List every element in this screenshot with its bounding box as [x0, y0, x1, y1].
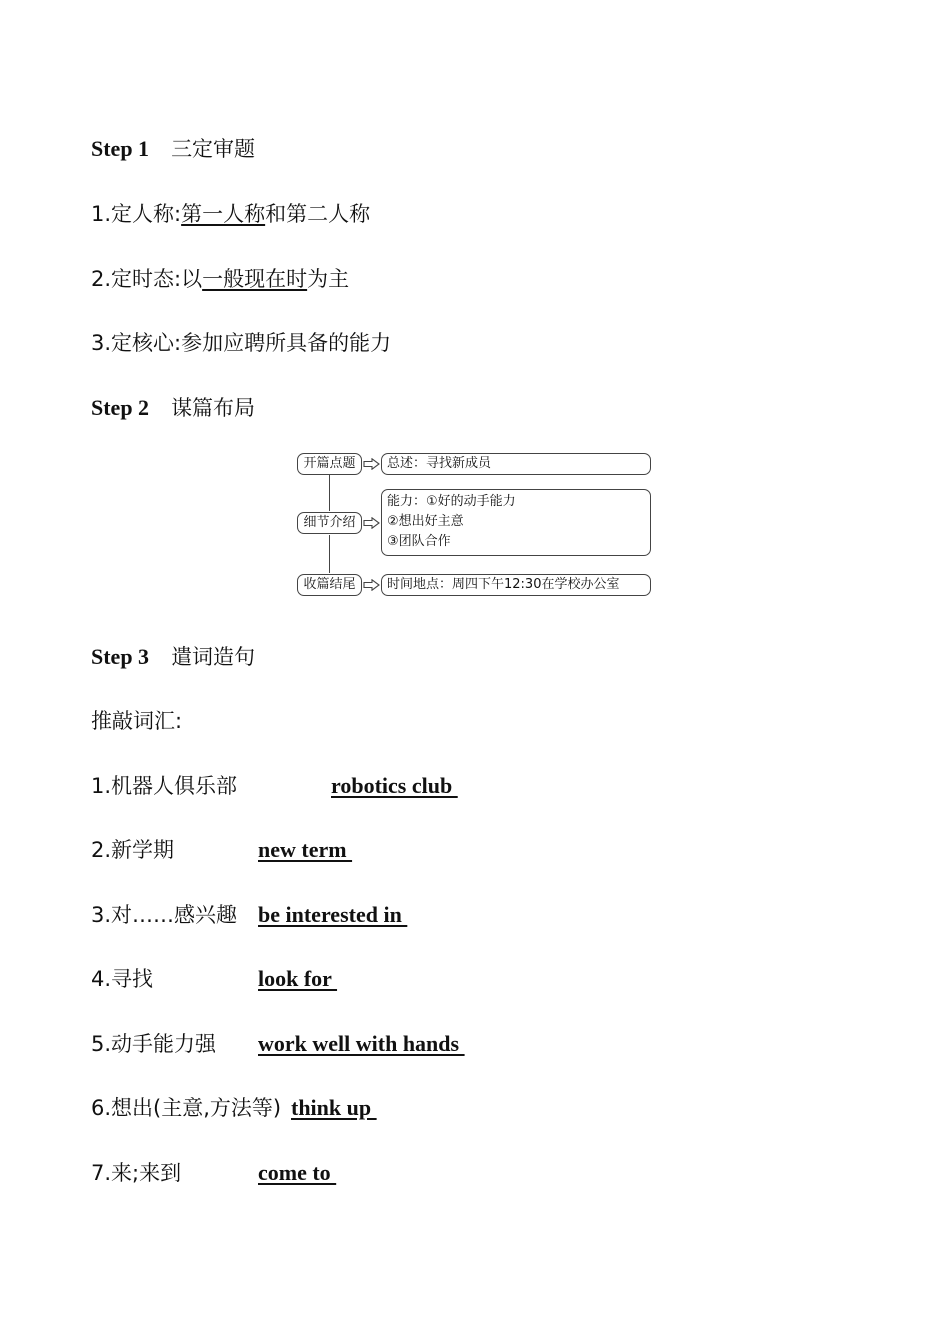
item-person-answer: 第一人称 — [181, 202, 266, 226]
vocab-en-5: work well with hands — [258, 1031, 465, 1056]
vocab-en-7: come to — [258, 1160, 337, 1185]
item-tense — [91, 264, 349, 294]
vocab-cn-5: 5.动手能力强 — [91, 1032, 217, 1056]
step1-heading — [91, 134, 255, 164]
vocab-en-6: think up — [291, 1095, 377, 1120]
arrow-right-icon — [363, 579, 380, 591]
vocab-cn-2: 2.新学期 — [91, 838, 175, 862]
step2-label: Step 2 — [91, 395, 150, 420]
item-tense-answer: 一般现在时 — [202, 267, 308, 291]
step3-label: Step 3 — [91, 644, 150, 669]
diagram-details-box: 细节介绍 — [297, 512, 362, 534]
diagram-ending-box: 收篇结尾 — [297, 574, 362, 596]
diagram-ending-content — [381, 574, 651, 596]
step1-title: 三定审题 — [171, 137, 256, 161]
vocab-en-1: robotics club — [331, 773, 458, 798]
vocab-en-4: look for — [258, 966, 338, 991]
arrow-right-icon — [363, 458, 380, 470]
item-person — [91, 199, 370, 229]
diagram-details-content — [381, 489, 651, 556]
step3-title: 遣词造句 — [171, 645, 256, 669]
diagram-details-line-2: ②想出好主意 — [387, 514, 464, 529]
vocab-cn-7: 7.来;来到 — [91, 1161, 182, 1185]
vocab-heading: 推敲词汇: — [91, 709, 183, 733]
step2-title: 谋篇布局 — [171, 396, 256, 420]
item-tense-prefix: 2.定时态:以 — [91, 267, 203, 291]
diagram-opening-box: 开篇点题 — [297, 453, 362, 475]
diagram-opening-content — [381, 453, 651, 475]
vocab-cn-4: 4.寻找 — [91, 967, 154, 991]
step2-heading — [91, 393, 255, 423]
step3-heading — [91, 642, 255, 672]
diagram-ending-text: 时间地点：周四下午12:30在学校办公室 — [387, 577, 620, 592]
diagram-opening-text: 总述：寻找新成员 — [387, 456, 492, 471]
item-core-text: 3.定核心:参加应聘所具备的能力 — [91, 331, 392, 355]
item-tense-suffix: 为主 — [307, 267, 350, 291]
connector-line — [329, 475, 330, 511]
vocab-en-3: be interested in — [258, 902, 408, 927]
vocab-en-2: new term — [258, 837, 353, 862]
vocab-cn-6: 6.想出(主意,方法等) — [91, 1096, 282, 1120]
diagram-details-line-1: 能力：①好的动手能力 — [387, 494, 516, 509]
item-person-prefix: 1.定人称: — [91, 202, 182, 226]
step1-label: Step 1 — [91, 136, 150, 161]
vocab-cn-1: 1.机器人俱乐部 — [91, 774, 238, 798]
connector-line — [329, 535, 330, 573]
diagram-details-line-3: ③团队合作 — [387, 534, 451, 549]
structure-diagram — [297, 450, 653, 600]
vocab-cn-3: 3.对……感兴趣 — [91, 903, 238, 927]
arrow-right-icon — [363, 517, 380, 529]
item-person-suffix: 和第二人称 — [265, 202, 371, 226]
item-core — [91, 328, 391, 358]
